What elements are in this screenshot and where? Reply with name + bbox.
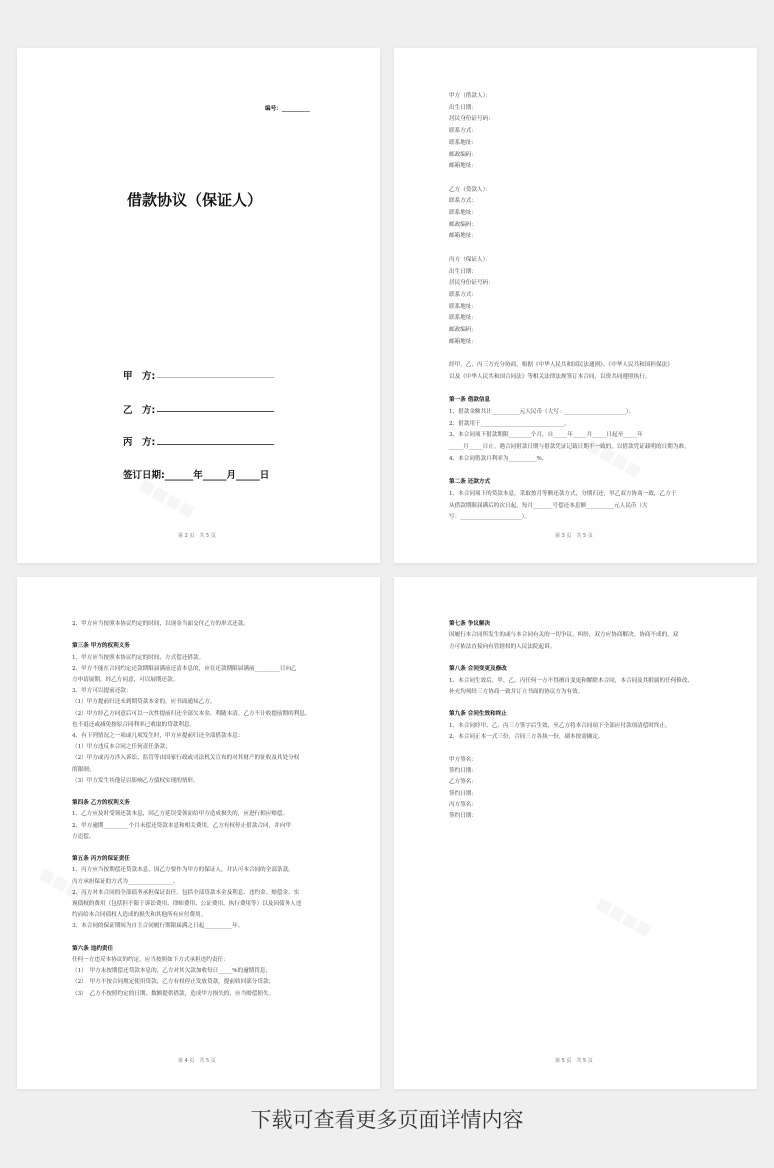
text-line: 4、本合同借款月利率为__________%。 bbox=[449, 455, 548, 462]
text-line: 以及《中华人民共和国合同法》等相关法律法规签订本合同，以资共同遵照执行。 bbox=[449, 373, 651, 380]
watermark bbox=[593, 893, 655, 940]
document-page-3 bbox=[17, 577, 380, 1089]
section-heading: 第一条 借款信息 bbox=[449, 397, 491, 404]
text-line: 的限制； bbox=[72, 766, 95, 773]
text-line: 3、本合同的保证期间为自主合同履行期限届满之日起__________年。 bbox=[72, 923, 244, 930]
document-title: 借款协议（保证人） bbox=[127, 191, 263, 209]
text-line: 甲方签名： bbox=[449, 756, 477, 763]
watermark bbox=[136, 474, 198, 521]
text-line: 联系方式： bbox=[449, 198, 477, 205]
text-line: （2） 甲方不按合同规定使用贷款，乙方有权停止发放贷款，提前收回部分贷款； bbox=[72, 979, 275, 986]
text-line: 1、丙方应当按期偿还贷款本息，因乙方要作为甲方的保证人，并认可本合同的全部条款。 bbox=[72, 867, 294, 874]
sign-date: 签订日期:______年_____月_____日 bbox=[123, 470, 270, 481]
text-line: 居民身份证号码： bbox=[449, 116, 494, 123]
text-line: 乙方签名： bbox=[449, 779, 477, 786]
text-line: 邮政编码： bbox=[449, 151, 477, 158]
text-line: 签约日期： bbox=[449, 813, 477, 820]
section-heading: 第三条 甲方的权利义务 bbox=[72, 643, 130, 650]
document-page-4 bbox=[394, 577, 757, 1089]
page-footer: 第 2 页 共 5 页 bbox=[178, 533, 216, 539]
section-heading: 第二条 还款方式 bbox=[449, 479, 491, 486]
text-line: 1、本合同生效后，甲、乙、丙任何一方不得擅自变更和解除本合同，本合同及其附属的任何修改、 bbox=[449, 677, 694, 684]
text-line: 乙方（贷款人）： bbox=[449, 186, 491, 193]
text-line: （1）甲方提前归还未到期贷款本金的，应书面通知乙方。 bbox=[72, 699, 216, 706]
text-line: 也不退还或减免按原合同利率已收取的贷款利息。 bbox=[72, 721, 196, 728]
text-line: 联系地址： bbox=[449, 315, 477, 322]
text-line: 丙方承担保证的方式为________________。 bbox=[72, 878, 179, 885]
text-line: 丙方（保证人）： bbox=[449, 256, 491, 263]
download-caption: 下载可查看更多页面详情内容 bbox=[250, 1108, 524, 1132]
section-heading: 第六条 违约责任 bbox=[72, 945, 114, 952]
party-c-label: 丙 方: bbox=[123, 437, 156, 448]
text-line: 联系地址： bbox=[449, 303, 477, 310]
text-line: 1、乙方应及时受领还款本息，因乙方延误受领而给甲方造成损失的，应进行相应赔偿。 bbox=[72, 811, 289, 818]
text-line: 丙方签名： bbox=[449, 801, 477, 808]
text-line: 出生日期： bbox=[449, 104, 477, 111]
party-b-label: 乙 方: bbox=[123, 405, 156, 416]
text-line: 1、借款金额共计__________元人民币（大写：______________________）。 bbox=[449, 408, 635, 415]
text-line: 方可依法直接向有管辖权的人民法院起诉。 bbox=[449, 643, 556, 650]
page-footer: 第 5 页 共 5 页 bbox=[555, 1058, 593, 1064]
document-page-2 bbox=[394, 48, 757, 563]
text-line: 方申请展期，经乙方同意，可以展期还款。 bbox=[72, 677, 179, 683]
text-line: 联系地址： bbox=[449, 139, 477, 146]
watermark bbox=[583, 434, 645, 481]
text-line: 2、借款用于______________________________。 bbox=[449, 420, 571, 427]
text-line: 方追偿。 bbox=[72, 833, 95, 840]
text-line: _____月_____日止。遇合同借款日期与借款凭证记载日期不一致的，以借款凭证载明的日期为准。 bbox=[449, 444, 690, 450]
document-page-cover bbox=[17, 48, 380, 563]
section-heading: 第四条 乙方的权利义务 bbox=[72, 800, 130, 807]
party-a-line bbox=[157, 377, 274, 378]
text-line: 补充均须经三方协商一致并订立书面的协议方为有效。 bbox=[449, 688, 584, 695]
text-line: 出生日期： bbox=[449, 268, 477, 275]
text-line: 从借款期限届满后的次日起，每月_______号偿还本息额__________元人民币（大 bbox=[449, 502, 648, 509]
text-line: 2、本合同正本一式三份，合同三方各执一份，副本按需确定。 bbox=[449, 734, 604, 740]
text-line: 邮箱地址： bbox=[449, 163, 477, 170]
party-b-line bbox=[157, 411, 274, 412]
text-line: 1、本合同经甲、乙、丙三方签字后生效，至乙方将本合同项下全部应付款项清偿时终止。 bbox=[449, 722, 671, 729]
section-heading: 第八条 合同变更及修改 bbox=[449, 666, 507, 673]
page-footer: 第 4 页 共 5 页 bbox=[178, 1058, 216, 1064]
text-line: 甲方（借款人）： bbox=[449, 93, 491, 99]
section-heading: 第五条 丙方的保证责任 bbox=[72, 856, 130, 863]
party-c-line bbox=[157, 444, 274, 445]
text-line: 邮箱地址： bbox=[449, 338, 477, 345]
text-line: 联系方式： bbox=[449, 128, 477, 135]
text-line: （3）甲方发生其他足以影响乙方债权实现的情形。 bbox=[72, 777, 199, 784]
text-line: 联系地址： bbox=[449, 210, 477, 216]
text-line: 居民身份证号码： bbox=[449, 280, 494, 287]
text-line: 现债权的费用（包括但不限于诉讼费用、律师费用、公证费用、执行费用等）以及因债务人违 bbox=[72, 901, 302, 907]
text-line: （3） 乙方不按照约定的日期、数额提供借款，造成甲方损失的，应当赔偿损失。 bbox=[72, 990, 275, 997]
text-line: 4、有下列情况之一项或几项发生时，甲方应提前归还全部借款本息： bbox=[72, 733, 244, 739]
text-line: 1、本合同项下的贷款本息，采取按月等额还款方式，分期归还，甲乙双方协商一致，乙方于 bbox=[449, 490, 677, 497]
text-line: 3、本合同项下借款期限________个月，自_____年_____月_____日起至_____年 bbox=[449, 432, 643, 439]
page-footer: 第 3 页 共 5 页 bbox=[555, 533, 593, 539]
contract-number-label: 编号：__________ bbox=[265, 106, 310, 112]
text-line: 2、甲方应当按照本协议约定的时间，以现金当面交付乙方的形式还款。 bbox=[72, 621, 249, 627]
text-line: 2、丙方对本合同的全部债务承担保证责任，包括全部贷款本金及利息、违约金、赔偿金、实 bbox=[72, 889, 300, 896]
text-line: 约而给本合同债权人造成的损失和其他所有应付费用。 bbox=[72, 912, 207, 919]
text-line: 签约日期： bbox=[449, 767, 477, 774]
text-line: 任何一方违反本协议的约定，应当按照如下方式承担违约责任： bbox=[72, 957, 229, 963]
text-line: （2）甲方经乙方同意后可以一次性提前归还全部欠本金、利随本清。乙方不计收提前期的利息， bbox=[72, 710, 311, 717]
text-line: 1、甲方应当按照本协议约定的时间、方式偿还借款。 bbox=[72, 654, 205, 661]
text-line: 邮政编码： bbox=[449, 327, 477, 333]
text-line: 联系方式： bbox=[449, 291, 477, 298]
text-line: 邮政编码： bbox=[449, 221, 477, 228]
party-a-label: 甲 方: bbox=[123, 371, 156, 382]
text-line: 经甲、乙、丙三方充分协商，根据《中华人民共和国民法通则》、《中华人民共和国担保法》 bbox=[449, 362, 673, 369]
text-line: 3、甲方可以提前还款： bbox=[72, 688, 132, 695]
text-line: （2）甲方或丙方涉入诉讼、监管等由国家行政或司法机关宣布的对其财产的征收及其处分权 bbox=[72, 755, 300, 762]
text-line: （1）甲方违反本合同之任何责任条款； bbox=[72, 744, 171, 751]
text-line: 因履行本合同所发生的或与本合同有关的一切争议、纠纷，双方应协商解决。协商不成的，双 bbox=[449, 632, 679, 639]
text-line: 2、甲方不能在合同约定还款期限届满前还清本息的，应在还款期限届满前_________日向乙 bbox=[72, 665, 297, 672]
text-line: 邮箱地址： bbox=[449, 233, 477, 240]
section-heading: 第七条 争议解决 bbox=[449, 621, 491, 627]
text-line: （1） 甲方未按期偿还贷款本息的，乙方对其欠款加收每日_____%的逾期罚息； bbox=[72, 968, 272, 975]
text-line: 写：______________________）。 bbox=[449, 514, 531, 521]
text-line: 签约日期： bbox=[449, 790, 477, 797]
section-heading: 第九条 合同生效和终止 bbox=[449, 711, 507, 718]
text-line: 2、甲方逾期_________个月未偿还贷款本息和相关费用，乙方有权停止借款合同，并向甲 bbox=[72, 822, 291, 829]
